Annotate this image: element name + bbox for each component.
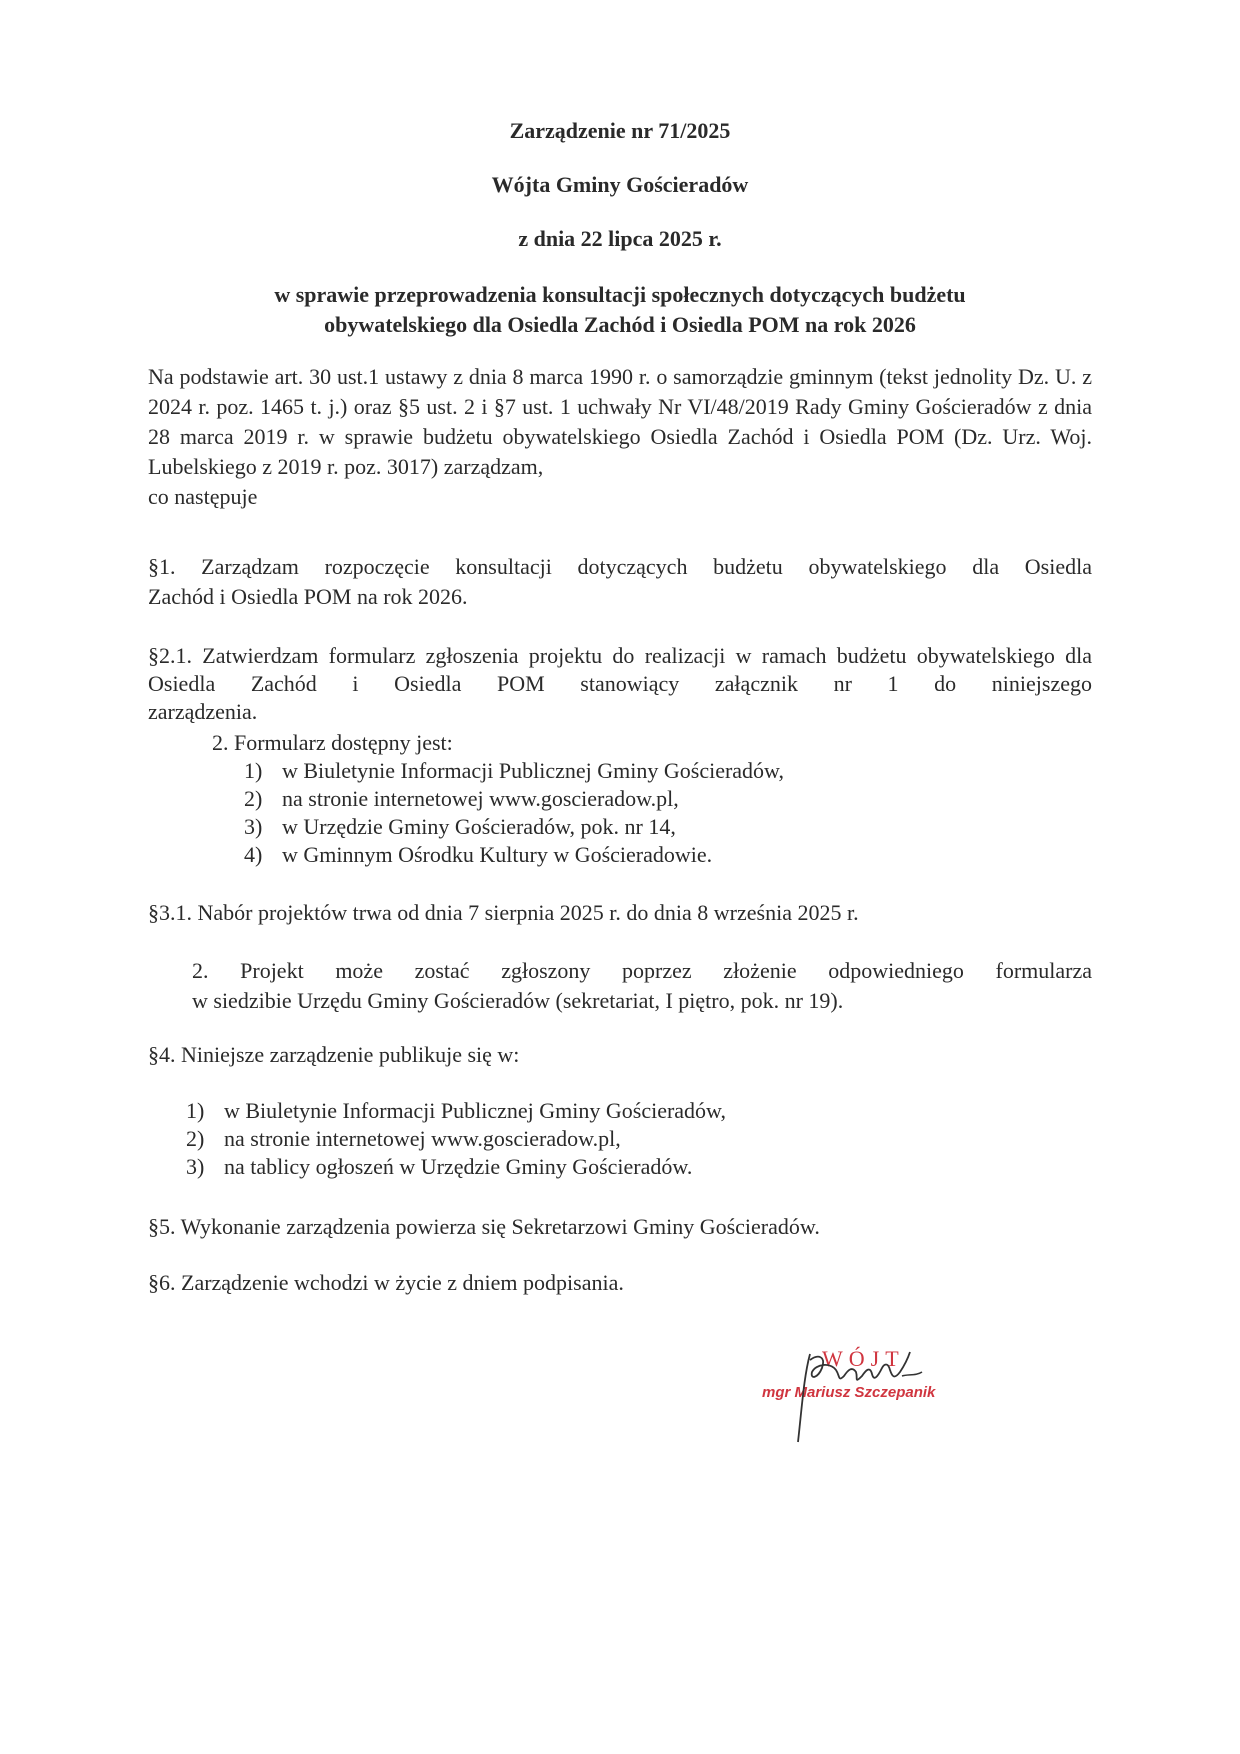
handwritten-signature-icon bbox=[752, 1346, 992, 1456]
list-item-text: w Gminnym Ośrodku Kultury w Gościeradowie. bbox=[282, 842, 713, 867]
section-1-body: §1. Zarządzam rozpoczęcie konsultacji dotyczących budżetu obywatelskiego dla Osiedla bbox=[148, 554, 1092, 579]
section-3-point-2 bbox=[192, 956, 1092, 1016]
stamp-name: mgr Mariusz Szczepanik bbox=[762, 1384, 936, 1401]
section-1 bbox=[148, 552, 1092, 612]
list-item-number: 3) bbox=[186, 1154, 205, 1179]
section-2-point-2: 2. Formularz dostępny jest: bbox=[212, 730, 453, 755]
list-item bbox=[244, 812, 676, 842]
section-3-point-2-last-line: w siedzibie Urzędu Gminy Gościeradów (sekretariat, I piętro, pok. nr 19). bbox=[192, 988, 844, 1013]
document-title: Zarządzenie nr 71/2025 bbox=[509, 118, 731, 143]
list-item-text: na tablicy ogłoszeń w Urzędzie Gminy Gościeradów. bbox=[224, 1154, 693, 1179]
section-3-point-2-body: 2. Projekt może zostać zgłoszony poprzez złożenie odpowiedniego formularza bbox=[192, 958, 1092, 983]
list-item-number: 2) bbox=[244, 786, 263, 811]
list-item bbox=[186, 1124, 621, 1154]
signature-stamp bbox=[752, 1346, 992, 1456]
document-date: z dnia 22 lipca 2025 r. bbox=[518, 226, 722, 251]
list-item-text: w Biuletynie Informacji Publicznej Gminy Gościeradów, bbox=[224, 1098, 727, 1123]
section-2-body: §2.1. Zatwierdzam formularz zgłoszenia projektu do realizacji w ramach budżetu obywatelskiego dla Osiedla Zachód i Osiedla POM stanowiący załącznik nr 1 do niniejszego bbox=[148, 643, 1092, 696]
list-item bbox=[244, 756, 784, 786]
list-item-number: 1) bbox=[186, 1098, 205, 1123]
list-item bbox=[186, 1096, 726, 1126]
list-item-text: w Biuletynie Informacji Publicznej Gminy Gościeradów, bbox=[282, 758, 785, 783]
list-item bbox=[244, 784, 679, 814]
document-subject bbox=[150, 280, 1090, 340]
section-3-point-1: §3.1. Nabór projektów trwa od dnia 7 sierpnia 2025 r. do dnia 8 września 2025 r. bbox=[148, 900, 859, 925]
preamble-paragraph bbox=[148, 362, 1092, 512]
subject-line-1: w sprawie przeprowadzenia konsultacji społecznych dotyczących budżetu bbox=[274, 282, 966, 307]
subject-line-2: obywatelskiego dla Osiedla Zachód i Osiedla POM na rok 2026 bbox=[324, 312, 916, 337]
list-item bbox=[186, 1152, 692, 1182]
list-item-number: 3) bbox=[244, 814, 263, 839]
preamble-body: Na podstawie art. 30 ust.1 ustawy z dnia 8 marca 1990 r. o samorządzie gminnym (tekst jednolity Dz. U. z 2024 r. poz. 1465 t. j.) oraz §5 ust. 2 i §7 ust. 1 uchwały Nr VI/48/2019 Rady Gminy Gościeradów z dnia 28 marca 2019 r. w sprawie budżetu obywatelskiego Osiedla Zachód i Osiedla POM (Dz. Urz. Woj. Lubelskiego z 2019 r. poz. 3017) zarządzam, bbox=[148, 364, 1092, 479]
section-1-last-line: Zachód i Osiedla POM na rok 2026. bbox=[148, 584, 468, 609]
section-6: §6. Zarządzenie wchodzi w życie z dniem podpisania. bbox=[148, 1270, 624, 1295]
list-item-number: 2) bbox=[186, 1126, 205, 1151]
list-item-text: w Urzędzie Gminy Gościeradów, pok. nr 14, bbox=[282, 814, 676, 839]
preamble-last-line: co następuje bbox=[148, 484, 258, 509]
document-issuer: Wójta Gminy Gościeradów bbox=[491, 172, 749, 197]
list-item-text: na stronie internetowej www.goscieradow.pl, bbox=[282, 786, 679, 811]
section-2-last-line: zarządzenia. bbox=[148, 699, 258, 724]
list-item-text: na stronie internetowej www.goscieradow.pl, bbox=[224, 1126, 621, 1151]
stamp-title: WÓJT bbox=[822, 1346, 905, 1371]
list-item bbox=[244, 840, 712, 870]
section-4-intro: §4. Niniejsze zarządzenie publikuje się w: bbox=[148, 1042, 520, 1067]
section-2 bbox=[148, 642, 1092, 726]
list-item-number: 4) bbox=[244, 842, 263, 867]
list-item-number: 1) bbox=[244, 758, 263, 783]
section-5: §5. Wykonanie zarządzenia powierza się Sekretarzowi Gminy Gościeradów. bbox=[148, 1214, 820, 1239]
